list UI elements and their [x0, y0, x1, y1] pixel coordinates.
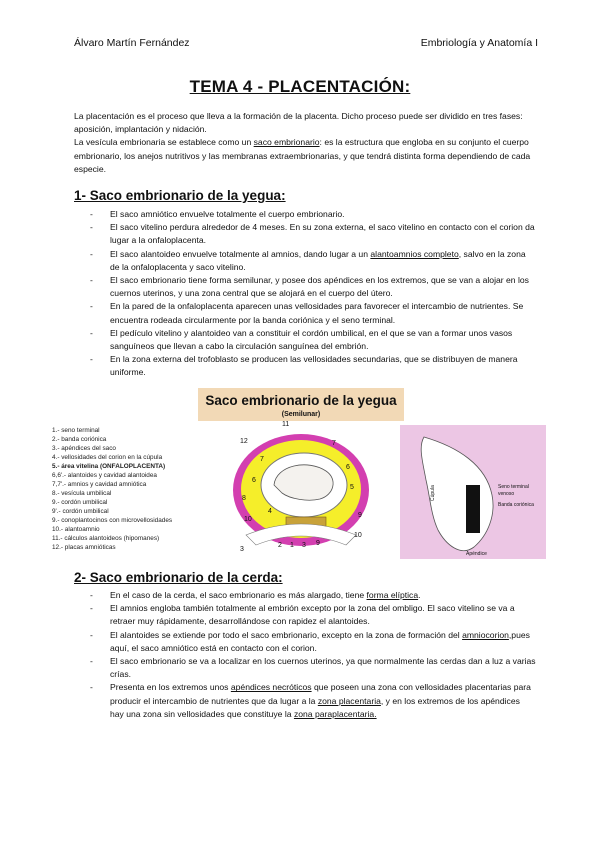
diagram-number: 11 — [282, 421, 290, 428]
section-2-heading: 2- Saco embrionario de la cerda: — [74, 570, 283, 585]
diagram-number: 7 — [260, 456, 264, 463]
right-label-cupula: Cúpula — [430, 485, 436, 501]
list-item: - El saco amniótico envuelve totalmente el cuerpo embrionario. — [90, 208, 536, 221]
legend-item: 4.- vellosidades del corion en la cúpula — [52, 454, 163, 461]
right-label-seno: Seno terminal — [498, 484, 529, 490]
diagram-number: 5 — [350, 484, 354, 491]
diagram-number: 10 — [244, 516, 252, 523]
header-subject: Embriología y Anatomía I — [420, 37, 538, 49]
list-item: - En la pared de la onfaloplacenta aparecen unas vellosidades para favorecer el intercambio de nutrientes. Se encuentra rodeada circularmente por la banda coriónica y el seno terminal. — [90, 300, 536, 326]
header-author: Álvaro Martín Fernández — [74, 37, 190, 49]
page-title: TEMA 4 - PLACENTACIÓN: — [189, 77, 411, 96]
yegua-figure — [46, 385, 546, 561]
list-item: - El saco vitelino perdura alrededor de 4 meses. En su zona externa, el saco vitelino en contacto con el corion da lugar a la onfaloplacenta. — [90, 221, 536, 247]
diagram-number: 4 — [268, 508, 272, 515]
intro-paragraph-2 — [74, 136, 536, 176]
legend-item: 12.- placas amnióticas — [52, 544, 116, 551]
diagram-number: 2 — [278, 542, 282, 549]
terminal-band — [466, 485, 480, 533]
diagram-number: 10 — [354, 532, 362, 539]
list-item: - En el caso de la cerda, el saco embrionario es más alargado, tiene forma elíptica. — [90, 589, 536, 602]
section-1-list — [90, 208, 536, 380]
sac-diagram — [233, 434, 369, 546]
legend-item: 2.- banda coriónica — [52, 436, 107, 443]
list-item: - El pedículo vitelino y alantoideo van a constituir el cordón umbilical, en el que se van a formar unos vasos sanguíneos que llevan a cabo la circulación sanguínea del embrión. — [90, 327, 536, 353]
legend-item: 11.- cálculos alantoideos (hipomanes) — [52, 535, 160, 542]
diagram-number: 6 — [346, 464, 350, 471]
right-label-seno-2: venoso — [498, 491, 515, 497]
legend-item: 6,6'.- alantoides y cavidad alantoidea — [52, 472, 157, 479]
section-2-list — [90, 589, 536, 721]
legend-item: 3.- apéndices del saco — [52, 445, 116, 452]
right-label-apendice: Apéndice — [466, 551, 487, 557]
figure-title: Saco embrionario de la yegua — [205, 393, 397, 408]
term-alantoamnios: alantoamnios completo — [370, 248, 459, 259]
list-item: - El amnios engloba también totalmente al embrión excepto por la zona del ombligo. El saco vitelino se va a retraer muy rápidamente, desarrollándose con rapidez el alantoides. — [90, 602, 536, 628]
intro — [74, 110, 536, 176]
diagram-number: 6 — [252, 477, 256, 484]
legend-item: 9'.- cordón umbilical — [52, 508, 109, 515]
list-item: - El saco alantoideo envuelve totalmente al amnios, dando lugar a un alantoamnios completo, salvo en la zona de la onfaloplacenta y saco vitelino. — [90, 248, 536, 274]
legend-item: 7,7'.- amnios y cavidad amniótica — [52, 481, 147, 488]
diagram-number: 9 — [316, 540, 320, 547]
list-item: - El saco embrionario tiene forma semilunar, y posee dos apéndices en los extremos, que se van a alojar en los cuernos uterinos, y una zona central que se alojará en el cuerpo del útero. — [90, 274, 536, 300]
list-item: - El alantoides se extiende por todo el saco embrionario, excepto en la zona de formación del amniocorion,pues aquí, el saco amniótico está en contacto con el corion. — [90, 629, 536, 655]
diagram-number: 8 — [242, 495, 246, 502]
diagram-number: 3 — [302, 542, 306, 549]
intro-paragraph-1: La placentación es el proceso que lleva a la formación de la placenta. Dicho proceso puede ser dividido en tres fases: aposición, implantación y nidación. — [74, 111, 523, 135]
term-zona-paraplacentaria: zona paraplacentaria. — [293, 708, 377, 719]
legend-item: 5.- área vitelina (ONFALOPLACENTA) — [52, 463, 166, 470]
list-item: - Presenta en los extremos unos apéndices necróticos que poseen una zona con vellosidades placentarias para producir el intercambio de nutrientes que da lugar a la zona placentaria, y en los extremos de los apéndices hay una zona sin vellosidades que constituye la zona paraplacentaria. — [90, 681, 536, 721]
legend-item: 8.- vesícula umbilical — [52, 490, 112, 497]
diagram-number: 3 — [240, 546, 244, 553]
intro-text: La vesícula embrionaria se establece como un — [74, 137, 254, 148]
term-saco-embrionario: saco embrionario — [253, 137, 320, 148]
diagram-number: 1 — [290, 542, 294, 549]
diagram-number: 7 — [332, 440, 336, 447]
right-label-banda: Banda coriónica — [498, 502, 534, 508]
intro-text: : es la estructura que engloba en su conjunto el cuerpo embrionario, los anejos nutritivos y las membranas extraembrionarias, y que tendrá distinta forma dependiendo de cada especie. — [74, 137, 531, 174]
legend-item: 1.- seno terminal — [52, 427, 100, 434]
legend-item: 9.- conoplantocinos con microvellosidades — [52, 517, 173, 524]
legend-item: 9.- cordón umbilical — [52, 499, 108, 506]
figure-subtitle: (Semilunar) — [281, 411, 321, 418]
term-forma-eliptica: forma elíptica — [366, 590, 419, 600]
diagram-number: 12 — [240, 438, 248, 445]
section-1-heading: 1- Saco embrionario de la yegua: — [74, 188, 286, 203]
legend-item: 10.- alantoamnio — [52, 526, 100, 533]
term-zona-placentaria: zona placentaria — [317, 695, 381, 706]
term-amniocorion: amniocorion — [462, 629, 509, 640]
list-item: - El saco embrionario se va a localizar en los cuernos uterinos, ya que normalmente las cerdas dan a luz a varias crías. — [90, 655, 536, 681]
term-apendices-necroticos: apéndices necróticos — [230, 682, 312, 693]
list-item: - En la zona externa del trofoblasto se producen las vellosidades secundarias, que se distribuyen de manera uniforme. — [90, 353, 536, 379]
diagram-number: 9 — [358, 512, 362, 519]
